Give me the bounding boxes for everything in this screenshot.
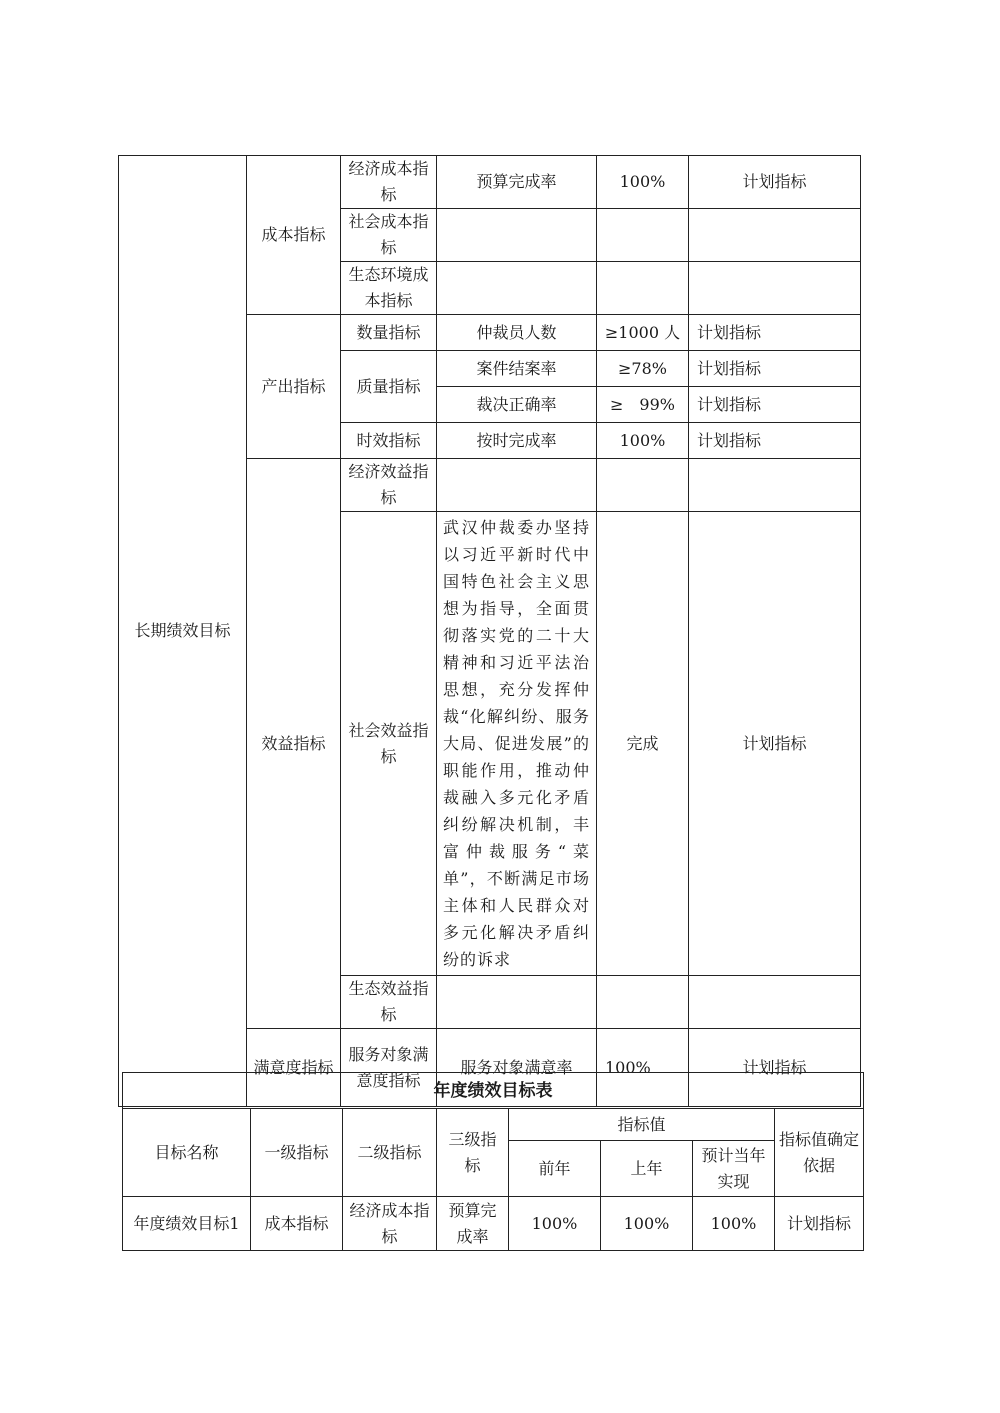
header-prev-year: 前年 [509, 1141, 601, 1197]
cost-level3-social [437, 209, 597, 262]
benefit-level2-ecological: 生态效益指标 [341, 976, 437, 1029]
row-last-year: 100% [601, 1197, 693, 1251]
satisfaction-basis: 计划指标 [689, 1029, 861, 1107]
output-basis-accuracy: 计划指标 [689, 387, 861, 423]
benefit-level2-economic: 经济效益指标 [341, 459, 437, 512]
cost-level2-economic: 经济成本指标 [341, 156, 437, 209]
output-level2-quantity: 数量指标 [341, 315, 437, 351]
benefit-basis-economic [689, 459, 861, 512]
benefit-value-ecological [597, 976, 689, 1029]
output-value-closure-rate: ≥78% [597, 351, 689, 387]
header-level3: 三级指标 [437, 1109, 509, 1197]
output-level3-timeliness: 按时完成率 [437, 423, 597, 459]
satisfaction-value: 100% [597, 1029, 689, 1107]
long-term-performance-table [118, 155, 861, 1107]
output-basis-closure-rate: 计划指标 [689, 351, 861, 387]
output-value-quantity: ≥1000 人 [597, 315, 689, 351]
cost-level2-social: 社会成本指标 [341, 209, 437, 262]
header-expected: 预计当年实现 [693, 1141, 775, 1197]
cost-value-economic: 100% [597, 156, 689, 209]
row-level1: 成本指标 [251, 1197, 343, 1251]
output-level3-quantity: 仲裁员人数 [437, 315, 597, 351]
row-basis: 计划指标 [775, 1197, 864, 1251]
output-level2-quality: 质量指标 [341, 351, 437, 423]
output-basis-quantity: 计划指标 [689, 315, 861, 351]
cost-level3-economic: 预算完成率 [437, 156, 597, 209]
output-value-timeliness: 100% [597, 423, 689, 459]
satisfaction-level1: 满意度指标 [247, 1029, 341, 1107]
cost-basis-social [689, 209, 861, 262]
benefit-basis-ecological [689, 976, 861, 1029]
row-target-name: 年度绩效目标1 [123, 1197, 251, 1251]
cost-basis-ecological [689, 262, 861, 315]
benefit-level1: 效益指标 [247, 459, 341, 1029]
table-row [123, 1197, 864, 1251]
satisfaction-level3: 服务对象满意率 [437, 1029, 597, 1107]
row-prev-year: 100% [509, 1197, 601, 1251]
output-level3-closure-rate: 案件结案率 [437, 351, 597, 387]
cost-level3-ecological [437, 262, 597, 315]
benefit-level3-economic [437, 459, 597, 512]
output-level2-timeliness: 时效指标 [341, 423, 437, 459]
cost-basis-economic: 计划指标 [689, 156, 861, 209]
benefit-level3-ecological [437, 976, 597, 1029]
output-level1: 产出指标 [247, 315, 341, 459]
benefit-value-social: 完成 [597, 512, 689, 976]
long-term-target-name: 长期绩效目标 [119, 156, 247, 1107]
output-value-accuracy: ≥ 99% [597, 387, 689, 423]
annual-table-title: 年度绩效目标表 [123, 1073, 864, 1109]
cost-level2-ecological: 生态环境成本指标 [341, 262, 437, 315]
cost-value-social [597, 209, 689, 262]
header-level1: 一级指标 [251, 1109, 343, 1197]
header-last-year: 上年 [601, 1141, 693, 1197]
benefit-basis-social: 计划指标 [689, 512, 861, 976]
header-basis: 指标值确定依据 [775, 1109, 864, 1197]
output-basis-timeliness: 计划指标 [689, 423, 861, 459]
cost-level1: 成本指标 [247, 156, 341, 315]
header-indicator-value: 指标值 [509, 1109, 775, 1141]
benefit-level2-social: 社会效益指标 [341, 512, 437, 976]
header-target-name: 目标名称 [123, 1109, 251, 1197]
satisfaction-level2: 服务对象满意度指标 [341, 1029, 437, 1107]
row-expected: 100% [693, 1197, 775, 1251]
row-level2: 经济成本指标 [343, 1197, 437, 1251]
benefit-level3-social-description: 武汉仲裁委办坚持以习近平新时代中国特色社会主义思想为指导，全面贯彻落实党的二十大精神和习近平法治思想，充分发挥仲裁“化解纠纷、服务大局、促进发展”的职能作用，推动仲裁融入多元化矛盾纠纷解决机制，丰富仲裁服务“菜单”，不断满足市场主体和人民群众对多元化解决矛盾纠纷的诉求 [437, 512, 597, 976]
benefit-value-economic [597, 459, 689, 512]
output-level3-accuracy: 裁决正确率 [437, 387, 597, 423]
annual-performance-table [122, 1072, 864, 1251]
cost-value-ecological [597, 262, 689, 315]
row-level3: 预算完成率 [437, 1197, 509, 1251]
header-level2: 二级指标 [343, 1109, 437, 1197]
